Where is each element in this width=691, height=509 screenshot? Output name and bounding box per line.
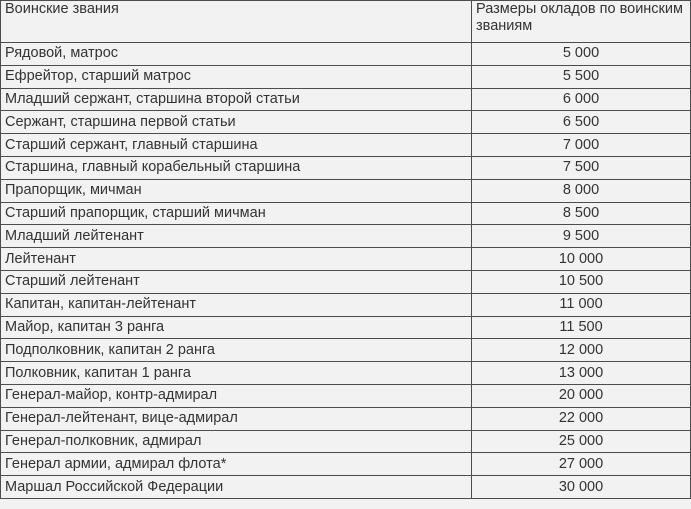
rank-cell: Генерал-лейтенант, вице-адмирал bbox=[1, 407, 472, 430]
table-row bbox=[1, 202, 691, 225]
table-row bbox=[1, 430, 691, 453]
table-row bbox=[1, 248, 691, 271]
table-row bbox=[1, 43, 691, 66]
table-row bbox=[1, 293, 691, 316]
rank-cell: Майор, капитан 3 ранга bbox=[1, 316, 472, 339]
table-body bbox=[1, 43, 691, 499]
table-row bbox=[1, 339, 691, 362]
table-row bbox=[1, 179, 691, 202]
salary-cell: 7 000 bbox=[472, 134, 691, 157]
table-header-row bbox=[1, 1, 691, 43]
salary-cell: 22 000 bbox=[472, 407, 691, 430]
rank-cell: Рядовой, матрос bbox=[1, 43, 472, 66]
table-row bbox=[1, 225, 691, 248]
salary-cell: 20 000 bbox=[472, 384, 691, 407]
rank-cell: Старший сержант, главный старшина bbox=[1, 134, 472, 157]
rank-cell: Полковник, капитан 1 ранга bbox=[1, 362, 472, 385]
rank-cell: Капитан, капитан-лейтенант bbox=[1, 293, 472, 316]
header-rank: Воинские звания bbox=[1, 1, 472, 43]
rank-cell: Генерал-полковник, адмирал bbox=[1, 430, 472, 453]
table-row bbox=[1, 270, 691, 293]
rank-cell: Прапорщик, мичман bbox=[1, 179, 472, 202]
table-row bbox=[1, 476, 691, 499]
table-row bbox=[1, 88, 691, 111]
rank-cell: Подполковник, капитан 2 ранга bbox=[1, 339, 472, 362]
salary-cell: 27 000 bbox=[472, 453, 691, 476]
rank-cell: Сержант, старшина первой статьи bbox=[1, 111, 472, 134]
header-salary: Размеры окладов по воинским званиям bbox=[472, 1, 691, 43]
rank-cell: Младший лейтенант bbox=[1, 225, 472, 248]
rank-cell: Маршал Российской Федерации bbox=[1, 476, 472, 499]
rank-cell: Младший сержант, старшина второй статьи bbox=[1, 88, 472, 111]
rank-cell: Лейтенант bbox=[1, 248, 472, 271]
salary-cell: 5 500 bbox=[472, 65, 691, 88]
rank-cell: Старшина, главный корабельный старшина bbox=[1, 156, 472, 179]
rank-cell: Старший прапорщик, старший мичман bbox=[1, 202, 472, 225]
rank-cell: Генерал армии, адмирал флота* bbox=[1, 453, 472, 476]
salary-cell: 30 000 bbox=[472, 476, 691, 499]
table-row bbox=[1, 156, 691, 179]
rank-cell: Ефрейтор, старший матрос bbox=[1, 65, 472, 88]
salary-cell: 12 000 bbox=[472, 339, 691, 362]
salary-cell: 13 000 bbox=[472, 362, 691, 385]
salary-cell: 11 500 bbox=[472, 316, 691, 339]
salary-cell: 25 000 bbox=[472, 430, 691, 453]
table-row bbox=[1, 111, 691, 134]
table-row bbox=[1, 134, 691, 157]
salary-cell: 6 500 bbox=[472, 111, 691, 134]
rank-cell: Генерал-майор, контр-адмирал bbox=[1, 384, 472, 407]
table-row bbox=[1, 362, 691, 385]
salary-cell: 10 500 bbox=[472, 270, 691, 293]
table-row bbox=[1, 407, 691, 430]
salary-cell: 6 000 bbox=[472, 88, 691, 111]
table-row bbox=[1, 453, 691, 476]
salary-cell: 11 000 bbox=[472, 293, 691, 316]
salary-cell: 5 000 bbox=[472, 43, 691, 66]
salary-cell: 10 000 bbox=[472, 248, 691, 271]
table-row bbox=[1, 65, 691, 88]
salary-cell: 9 500 bbox=[472, 225, 691, 248]
salary-cell: 8 500 bbox=[472, 202, 691, 225]
salary-cell: 8 000 bbox=[472, 179, 691, 202]
table-row bbox=[1, 316, 691, 339]
rank-cell: Старший лейтенант bbox=[1, 270, 472, 293]
salary-cell: 7 500 bbox=[472, 156, 691, 179]
table-row bbox=[1, 384, 691, 407]
